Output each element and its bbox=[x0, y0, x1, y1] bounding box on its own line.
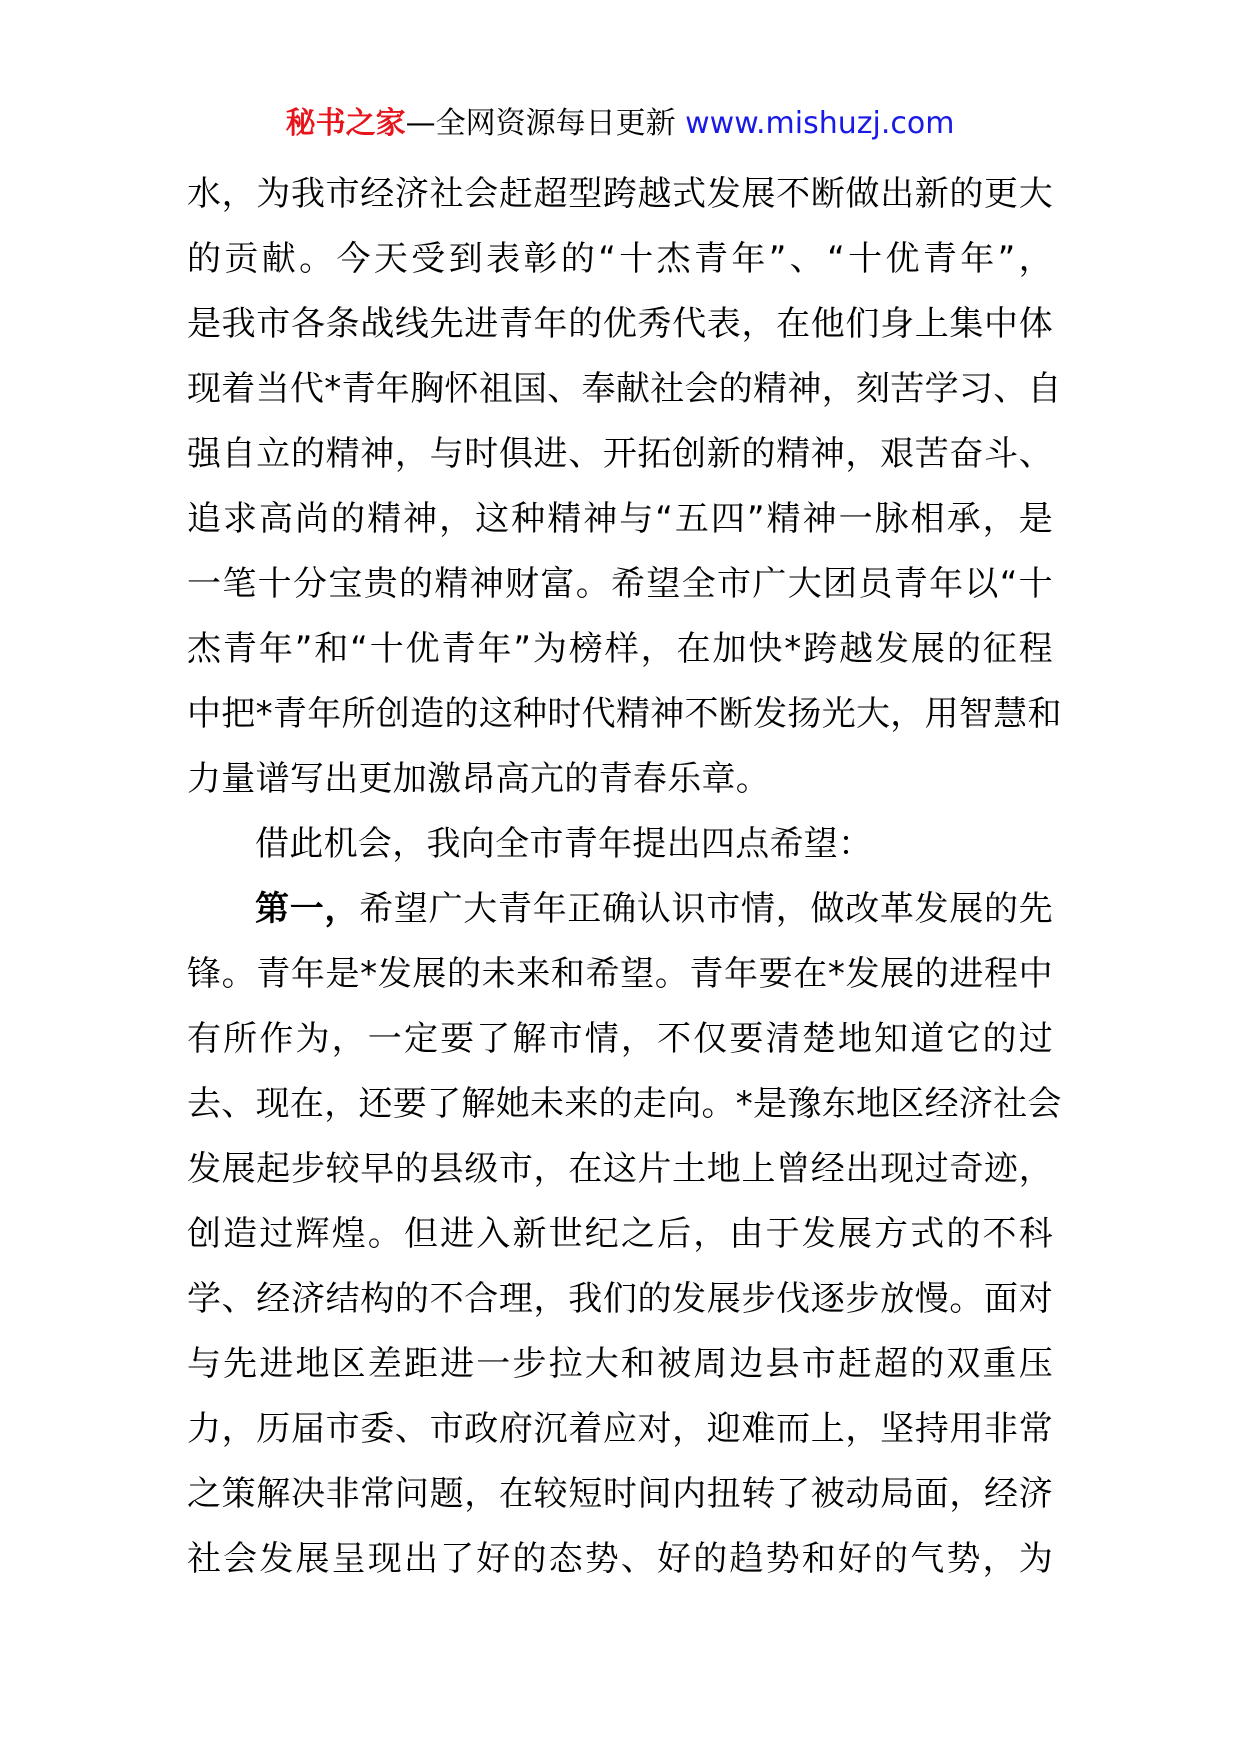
body-line: 创造过辉煌。但进入新世纪之后，由于发展方式的不科 bbox=[187, 1214, 1053, 1254]
paragraph-opening-line: 借此机会，我向全市青年提出四点希望： bbox=[255, 824, 873, 864]
page-header bbox=[0, 104, 1240, 144]
body-line: 中把*青年所创造的这种时代精神不断发扬光大，用智慧和 bbox=[187, 694, 1062, 734]
body-line: 有所作为，一定要了解市情，不仅要清楚地知道它的过 bbox=[187, 1019, 1053, 1059]
site-url-link[interactable]: www.mishuzj.com bbox=[685, 106, 955, 141]
body-line: 的贡献。今天受到表彰的“十杰青年”、“十优青年”， bbox=[187, 239, 1053, 279]
document-body bbox=[187, 162, 1062, 1592]
point-one-text: 希望广大青年正确认识市情，做改革发展的先 bbox=[359, 889, 1053, 929]
body-line: 与先进地区差距进一步拉大和被周边县市赶超的双重压 bbox=[187, 1344, 1053, 1384]
brand-name: 秘书之家 bbox=[285, 106, 406, 141]
header-tagline: —全网资源每日更新 bbox=[405, 106, 686, 141]
body-line: 力量谱写出更加激昂高亢的青春乐章。 bbox=[187, 759, 771, 799]
body-line: 社会发展呈现出了好的态势、好的趋势和好的气势，为 bbox=[187, 1539, 1053, 1579]
body-line: 追求高尚的精神，这种精神与“五四”精神一脉相承，是 bbox=[187, 499, 1053, 539]
body-line: 水，为我市经济社会赶超型跨越式发展不断做出新的更大 bbox=[187, 174, 1053, 214]
body-line: 强自立的精神，与时俱进、开拓创新的精神，艰苦奋斗、 bbox=[187, 434, 1053, 474]
body-line: 发展起步较早的县级市，在这片土地上曾经出现过奇迹， bbox=[187, 1149, 1053, 1189]
body-line: 杰青年”和“十优青年”为榜样，在加快*跨越发展的征程 bbox=[187, 629, 1053, 669]
body-line: 是我市各条战线先进青年的优秀代表，在他们身上集中体 bbox=[187, 304, 1053, 344]
point-one-line bbox=[187, 877, 1053, 942]
body-line: 现着当代*青年胸怀祖国、奉献社会的精神，刻苦学习、自 bbox=[187, 369, 1062, 409]
point-one-label: 第一， bbox=[255, 889, 360, 929]
body-line: 一笔十分宝贵的精神财富。希望全市广大团员青年以“十 bbox=[187, 564, 1053, 604]
body-line: 锋。青年是*发展的未来和希望。青年要在*发展的进程中 bbox=[187, 954, 1053, 994]
body-line: 之策解决非常问题，在较短时间内扭转了被动局面，经济 bbox=[187, 1474, 1053, 1514]
body-line: 去、现在，还要了解她未来的走向。*是豫东地区经济社会 bbox=[187, 1084, 1062, 1124]
body-line: 学、经济结构的不合理，我们的发展步伐逐步放慢。面对 bbox=[187, 1279, 1053, 1319]
body-line: 力，历届市委、市政府沉着应对，迎难而上，坚持用非常 bbox=[187, 1409, 1053, 1449]
